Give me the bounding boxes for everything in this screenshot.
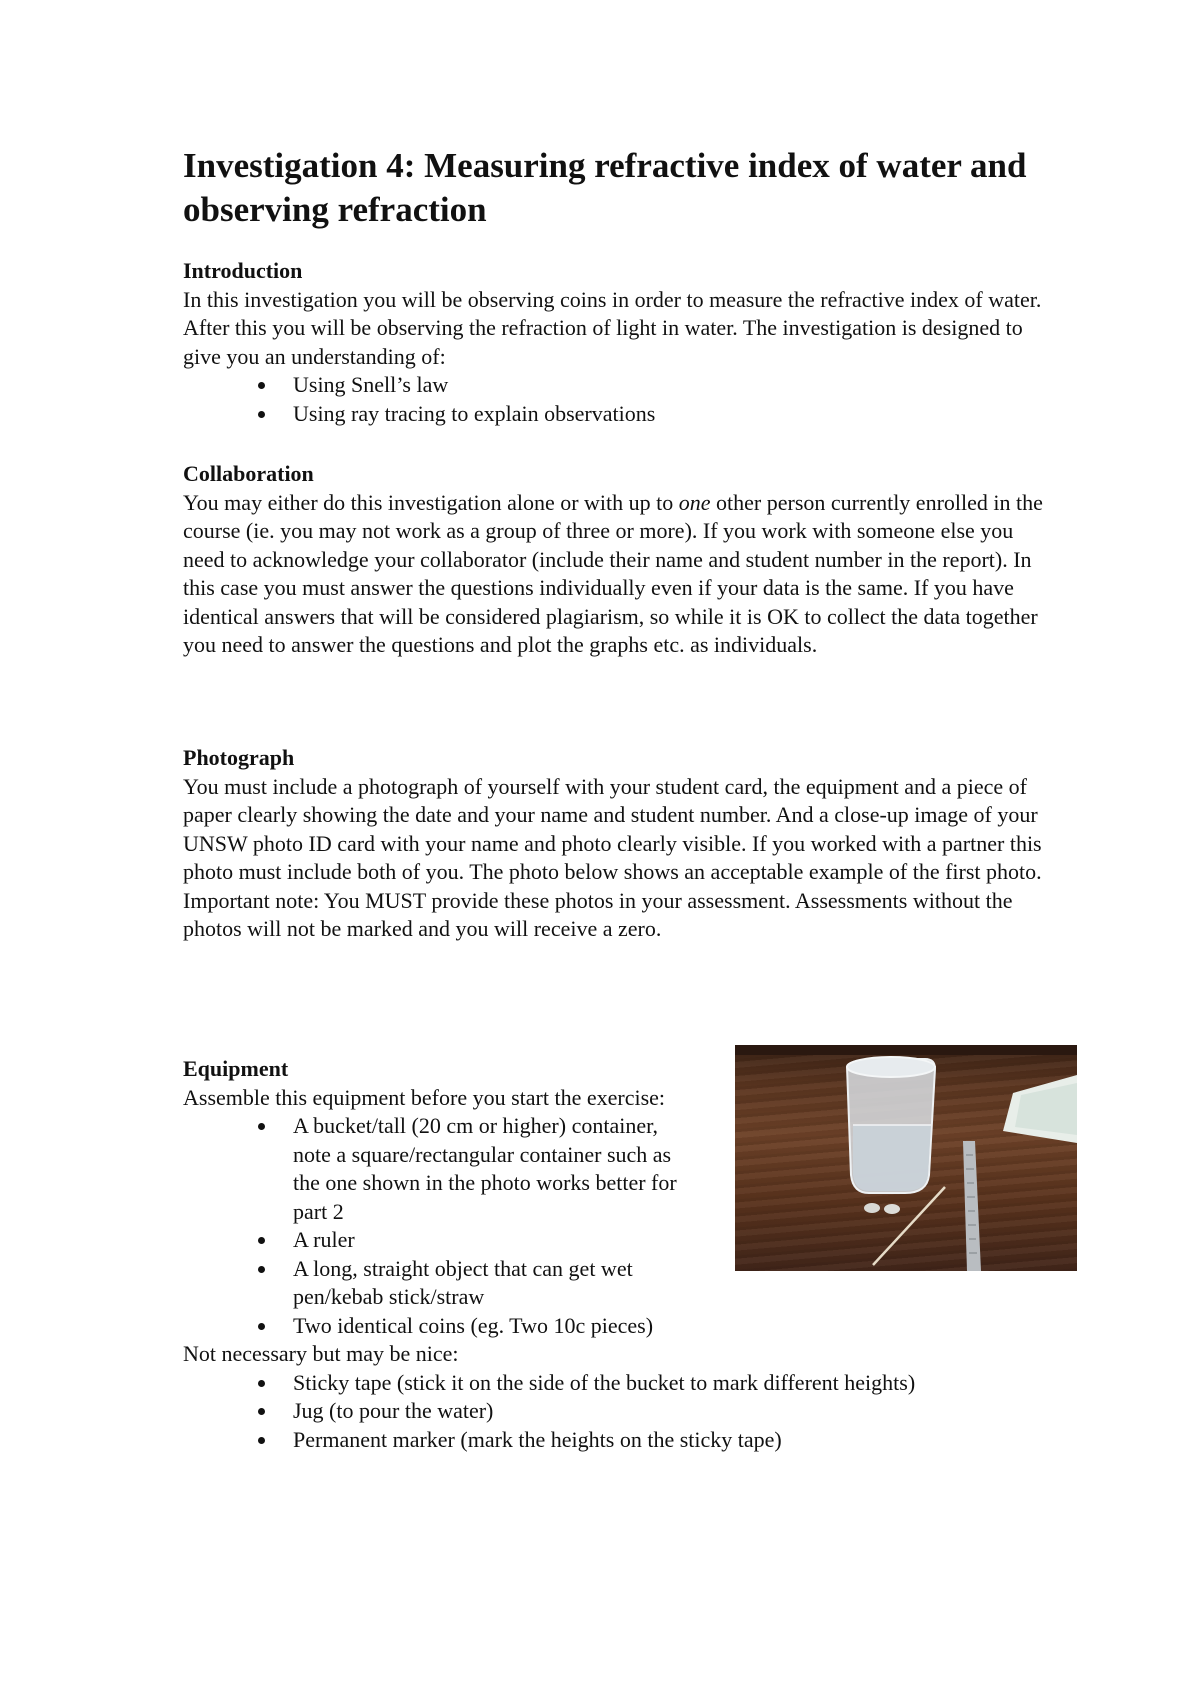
list-item: Sticky tape (stick it on the side of the bucket to mark different heights) xyxy=(183,1369,1043,1398)
photograph-section xyxy=(183,744,1043,944)
photo-objects xyxy=(735,1045,1077,1271)
collaboration-text-start: You may either do this investigation alone or with up to xyxy=(183,489,679,515)
equipment-text: Assemble this equipment before you start the exercise: xyxy=(183,1084,666,1110)
list-item: A long, straight object that can get wet pen/kebab stick/straw xyxy=(183,1255,693,1312)
collaboration-section xyxy=(183,460,1043,660)
list-item: Two identical coins (eg. Two 10c pieces) xyxy=(183,1312,1043,1341)
optional-equipment-list xyxy=(183,1369,1043,1455)
introduction-list xyxy=(183,371,1043,428)
photograph-text: You must include a photograph of yourself with your student card, the equipment and a piece of paper clearly showing the date and your name and student number. And a close-up image of your UNSW photo ID card with your name and photo clearly visible. If you worked with a partner this photo must include both of you. The photo below shows an acceptable example of the first photo. Important note: You MUST provide these photos in your assessment. Assessments without the photos will not be marked and you will receive a zero. xyxy=(183,773,1042,941)
list-item: Using Snell’s law xyxy=(183,371,1043,400)
introduction-section xyxy=(183,257,1043,428)
optional-equipment-text: Not necessary but may be nice: xyxy=(183,1341,459,1366)
list-item: Using ray tracing to explain observations xyxy=(183,400,1043,429)
list-item: A bucket/tall (20 cm or higher) container, note a square/rectangular container such as the one shown in the photo works better for part 2 xyxy=(183,1112,693,1226)
introduction-heading: Introduction xyxy=(183,258,303,283)
list-item: Permanent marker (mark the heights on the sticky tape) xyxy=(183,1426,1043,1455)
collaboration-text-end: other person currently enrolled in the course (ie. you may not work as a group of three or more). If you work with someone else you need to acknowledge your collaborator (include their name and student number in the report). In this case you must answer the questions individually even if your data is the same. If you have identical answers that will be considered plagiarism, so while it is OK to collect the data together you need to answer the questions and plot the graphs etc. as individuals. xyxy=(183,489,1043,657)
kebab-stick xyxy=(873,1187,945,1265)
photograph-heading: Photograph xyxy=(183,745,295,770)
equipment-heading: Equipment xyxy=(183,1056,289,1081)
collaboration-heading: Collaboration xyxy=(183,461,314,486)
coin xyxy=(884,1204,900,1214)
water-container xyxy=(847,1057,935,1193)
page-title: Investigation 4: Measuring refractive index of water and observing refraction xyxy=(183,146,1027,229)
equipment-photo xyxy=(735,1045,1077,1271)
list-item: A ruler xyxy=(183,1226,693,1255)
ruler xyxy=(963,1141,981,1271)
list-item: Jug (to pour the water) xyxy=(183,1397,1043,1426)
coin xyxy=(864,1203,880,1213)
introduction-text: In this investigation you will be observing coins in order to measure the refractive index of water. After this you will be observing the refraction of light in water. The investigation is designed to give you an understanding of: xyxy=(183,286,1042,369)
collaboration-text-emphasis: one xyxy=(678,489,711,515)
collaboration-text xyxy=(183,489,1043,660)
